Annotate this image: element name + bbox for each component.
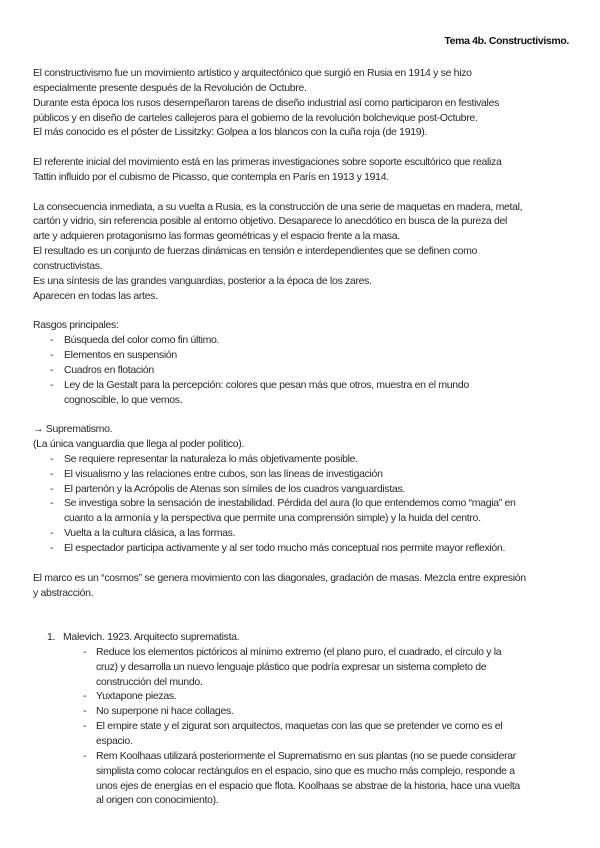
bullet-dash: - <box>50 378 54 391</box>
text-line: constructivistas. <box>33 259 103 272</box>
bullet-dash: - <box>83 705 87 718</box>
list-item-text <box>64 467 578 482</box>
document-body <box>33 66 578 808</box>
list-item <box>33 719 578 749</box>
list-item-text <box>64 333 578 348</box>
text-line: El visualismo y las relaciones entre cubos, son las líneas de investigación <box>64 467 383 480</box>
bullet-list <box>33 452 578 556</box>
text-line: Búsqueda del color como fin último. <box>64 334 220 347</box>
text-line: Reduce los elementos pictóricos al mínimo extremo (el plano puro, el cuadrado, el círculo y la <box>96 645 502 658</box>
list-item-text <box>64 482 578 497</box>
list-item <box>33 630 578 645</box>
text-line: Se requiere representar la naturaleza lo más objetivamente posible. <box>64 452 358 465</box>
list-item-text <box>64 452 578 467</box>
text-line: Vuelta a la cultura clásica, a las formas. <box>64 527 236 540</box>
list-item <box>33 645 578 690</box>
blank-line <box>33 304 578 319</box>
text-line: → Suprematismo. <box>33 423 113 436</box>
text-line: y abstracción. <box>33 586 94 599</box>
list-item-text <box>64 348 578 363</box>
text-line: especialmente presente después de la Revolución de Octubre. <box>33 81 307 94</box>
list-item-text <box>64 541 578 556</box>
list-item <box>33 363 578 378</box>
list-item <box>33 496 578 526</box>
text-line: construcción del mundo. <box>96 675 203 688</box>
text-line: cartón y vidrio, sin referencia posible al entorno objetivo. Desaparece lo anecdótico en busca de la pureza del <box>33 215 508 228</box>
list-number: 1. <box>47 631 56 644</box>
text-line: Rem Koolhaas utilizará posteriormente el Suprematismo en sus plantas (no se puede considerar <box>96 749 516 762</box>
paragraph <box>33 155 578 185</box>
bullet-dash: - <box>83 690 87 703</box>
text-line: El espectador participa activamente y al ser todo mucho más conceptual nos permite mayor reflexión. <box>64 542 506 554</box>
bullet-dash: - <box>50 349 54 362</box>
text-line: unos ejes de energías en el espacio que flota. Koolhaas se abstrae de la historia, hace una vuelta <box>96 779 520 792</box>
list-item <box>33 749 578 808</box>
text-line: cuanto a la armonía y la perspectiva que permite una comprensión simple) y la huida del centro. <box>64 512 481 525</box>
paragraph <box>33 318 578 333</box>
numbered-list <box>33 630 578 645</box>
list-item-text <box>64 496 578 526</box>
list-item-text <box>63 630 578 645</box>
text-line: (La única vanguardia que llega al poder político). <box>33 438 245 451</box>
text-line: El partenón y la Acrópolis de Atenas son símiles de los cuadros vanguardistas. <box>64 482 405 495</box>
bullet-dash: - <box>83 720 87 733</box>
text-line: simplista como colocar rectángulos en el espacio, sino que es mucho más complejo, responde a <box>96 764 515 777</box>
bullet-dash: - <box>50 542 54 554</box>
list-item-text <box>96 645 578 690</box>
text-line: Elementos en suspensión <box>64 349 177 362</box>
text-line: Es una síntesis de las grandes vanguardias, posterior a la época de los zares. <box>33 274 372 287</box>
bullet-dash: - <box>83 749 87 762</box>
text-line: Aparecen en todas las artes. <box>33 289 158 302</box>
text-line: Cuadros en flotación <box>64 363 154 376</box>
blank-line <box>33 615 578 630</box>
text-line: La consecuencia inmediata, a su vuelta a Rusia, es la construcción de una serie de maquetas en madera, metal, <box>33 200 523 213</box>
bullet-dash: - <box>50 452 54 465</box>
list-item <box>33 689 578 704</box>
list-item-text <box>64 363 578 378</box>
list-item-text <box>96 749 578 808</box>
blank-line <box>33 185 578 200</box>
text-line: Yuxtapone piezas. <box>96 690 177 703</box>
text-line: Se investiga sobre la sensación de inestabilidad. Pérdida del aura (lo que entendemos como “magia” en <box>64 497 516 510</box>
text-line: espacio. <box>96 734 133 747</box>
bullet-dash: - <box>50 527 54 540</box>
text-line: cognoscible, lo que vemos. <box>64 393 183 406</box>
paragraph <box>33 571 578 601</box>
text-line: cruz) y desarrolla un nuevo lenguaje plástico que podría expresar un sistema completo de <box>96 660 487 673</box>
list-item <box>33 452 578 467</box>
text-line: Tattin influido por el cubismo de Picasso, que contempla en París en 1913 y 1914. <box>33 170 389 183</box>
bullet-dash: - <box>50 497 54 510</box>
list-item <box>33 378 578 408</box>
bullet-dash: - <box>50 363 54 376</box>
paragraph <box>33 422 578 452</box>
document-title: Tema 4b. Constructivismo. <box>444 35 569 47</box>
bullet-dash: - <box>50 334 54 347</box>
bullet-dash: - <box>50 482 54 495</box>
text-line: El constructivismo fue un movimiento artístico y arquitectónico que surgió en Rusia en 1914 y se hizo <box>33 67 472 79</box>
text-line: públicos y en diseño de carteles callejeros para el gobierno de la revolución bolchevique post-Octubre. <box>33 111 478 124</box>
blank-line <box>33 140 578 155</box>
list-item <box>33 704 578 719</box>
text-line: Malevich. 1923. Arquitecto suprematista. <box>63 631 240 644</box>
list-item <box>33 541 578 556</box>
bullet-dash: - <box>50 467 54 480</box>
text-line: No superpone ni hace collages. <box>96 705 234 718</box>
text-line: Durante esta época los rusos desempeñaron tareas de diseño industrial así como participaron en festivales <box>33 96 500 109</box>
sub-bullet-list <box>33 645 578 808</box>
text-line: Ley de la Gestalt para la percepción: colores que pesan más que otros, muestra en el mundo <box>64 378 469 391</box>
paragraph <box>33 66 578 140</box>
list-item-text <box>96 719 578 749</box>
list-item <box>33 526 578 541</box>
list-item-text <box>96 689 578 704</box>
text-line: arte y adquieren protagonismo las formas geométricas y el espacio frente a la masa. <box>33 230 400 243</box>
blank-line <box>33 600 578 615</box>
text-line: El más conocido es el póster de Lissitzky: Golpea a los blancos con la cuña roja (de 1919). <box>33 126 428 139</box>
text-line: El referente inicial del movimiento está en las primeras investigaciones sobre soporte escultórico que realiza <box>33 156 502 169</box>
blank-line <box>33 556 578 571</box>
list-item <box>33 333 578 348</box>
paragraph <box>33 200 578 304</box>
list-item <box>33 482 578 497</box>
text-line: al origen con conocimiento). <box>96 794 219 807</box>
blank-line <box>33 407 578 422</box>
text-line: Rasgos principales: <box>33 319 119 332</box>
text-line: El empire state y el zigurat son arquitectos, maquetas con las que se pretender ve como es el <box>96 720 503 733</box>
text-line: El marco es un “cosmos” se genera movimiento con las diagonales, gradación de masas. Mezcla entre expresión <box>33 571 526 584</box>
list-item <box>33 467 578 482</box>
list-item-text <box>96 704 578 719</box>
bullet-dash: - <box>83 645 87 658</box>
bullet-list <box>33 333 578 407</box>
list-item <box>33 348 578 363</box>
list-item-text <box>64 526 578 541</box>
text-line: El resultado es un conjunto de fuerzas dinámicas en tensión e interdependientes que se definen como <box>33 245 478 258</box>
list-item-text <box>64 378 578 408</box>
